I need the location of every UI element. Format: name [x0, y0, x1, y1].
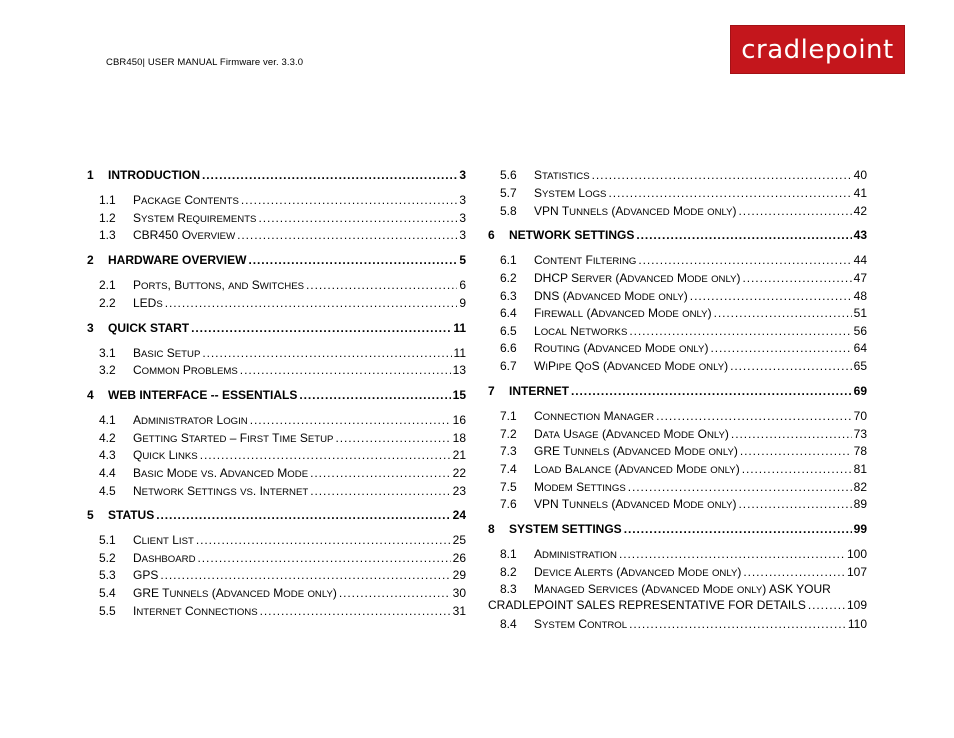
toc-leader-dots	[638, 253, 851, 267]
toc-leader-dots	[730, 359, 852, 373]
toc-entry[interactable]	[87, 604, 466, 618]
document-header: CBR450| USER MANUAL Firmware ver. 3.3.0	[106, 57, 304, 68]
toc-entry-title: MANAGED SERVICES (ADVANCED MODE ONLY) ASK YOUR	[534, 582, 831, 596]
toc-entry-number: 7.5	[500, 480, 517, 494]
toc-leader-dots	[571, 384, 852, 398]
toc-entry-title: DASHBOARD	[133, 551, 196, 565]
toc-entry-title: INTRODUCTION	[108, 168, 200, 182]
toc-entry-page: 56	[853, 324, 867, 338]
toc-entry-page: 13	[452, 363, 466, 377]
toc-entry[interactable]	[87, 413, 466, 427]
toc-entry-number: 5.7	[500, 186, 517, 200]
toc-entry-number: 5.4	[99, 586, 116, 600]
toc-leader-dots	[636, 228, 851, 242]
toc-entry-title: VPN TUNNELS (ADVANCED MODE ONLY)	[534, 204, 737, 218]
toc-entry[interactable]	[87, 586, 466, 600]
toc-entry-number: 3	[87, 321, 94, 335]
toc-entry-number: 6	[488, 228, 495, 242]
toc-entry-title: SYSTEM REQUIREMENTS	[133, 211, 257, 225]
toc-entry-number: 7.2	[500, 427, 517, 441]
toc-entry-page: 89	[853, 497, 867, 511]
toc-entry-page: 73	[853, 427, 867, 441]
toc-entry[interactable]	[87, 296, 466, 310]
toc-leader-dots	[628, 480, 852, 494]
toc-entry-title: DATA USAGE (ADVANCED MODE ONLY)	[534, 427, 729, 441]
toc-entry-number: 6.5	[500, 324, 517, 338]
toc-entry-number: 1	[87, 168, 94, 182]
toc-entry-page: 3	[459, 228, 466, 242]
toc-entry-number: 4.1	[99, 413, 116, 427]
toc-entry-page: 47	[853, 271, 867, 285]
toc-entry-title: INTERNET CONNECTIONS	[133, 604, 258, 618]
toc-entry-title: MODEM SETTINGS	[534, 480, 626, 494]
toc-entry[interactable]	[87, 533, 466, 547]
toc-entry-title: LOCAL NETWORKS	[534, 324, 628, 338]
toc-entry-title: NETWORK SETTINGS	[509, 228, 635, 242]
toc-entry-number: 7.4	[500, 462, 517, 476]
toc-entry[interactable]	[488, 168, 867, 182]
toc-entry-number: 1.1	[99, 193, 116, 207]
toc-entry-title: FIREWALL (ADVANCED MODE ONLY)	[534, 306, 712, 320]
toc-entry-page: 3	[459, 193, 466, 207]
toc-chapter-entry[interactable]	[87, 168, 466, 182]
toc-chapter-entry[interactable]	[87, 253, 466, 267]
toc-leader-dots	[619, 547, 845, 561]
toc-entry-number: 7	[488, 384, 495, 398]
toc-entry-page: 44	[853, 253, 867, 267]
toc-entry[interactable]	[488, 582, 867, 612]
toc-entry-title: BASIC SETUP	[133, 346, 201, 360]
toc-entry-title: GETTING STARTED – FIRST TIME SETUP	[133, 431, 334, 445]
toc-entry[interactable]	[488, 565, 867, 579]
toc-entry-number: 6.3	[500, 289, 517, 303]
toc-entry-page: 65	[853, 359, 867, 373]
toc-entry-title: STATISTICS	[534, 168, 590, 182]
toc-entry-title: GRE TUNNELS (ADVANCED MODE ONLY)	[534, 444, 738, 458]
toc-entry-page: 30	[452, 586, 466, 600]
toc-entry[interactable]	[87, 346, 466, 360]
toc-entry-page: 78	[853, 444, 867, 458]
toc-entry-title: CBR450 OVERVIEW	[133, 228, 236, 242]
toc-entry[interactable]	[87, 448, 466, 462]
toc-entry-title: QUICK LINKS	[133, 448, 198, 462]
toc-entry[interactable]	[87, 278, 466, 292]
toc-entry-title: LOAD BALANCE (ADVANCED MODE ONLY)	[534, 462, 740, 476]
toc-entry[interactable]	[488, 617, 867, 631]
toc-entry-page: 23	[452, 484, 466, 498]
toc-entry-title: LEDS	[133, 296, 163, 310]
toc-entry-page: 25	[452, 533, 466, 547]
toc-leader-dots	[335, 431, 450, 445]
toc-entry-page: 81	[853, 462, 867, 476]
toc-entry-number: 7.3	[500, 444, 517, 458]
toc-entry-title-continued: CRADLEPOINT SALES REPRESENTATIVE FOR DETAILS	[488, 598, 806, 612]
toc-entry-page: 3	[459, 211, 466, 225]
toc-entry[interactable]	[87, 431, 466, 445]
toc-entry-number: 6.2	[500, 271, 517, 285]
toc-leader-dots	[165, 296, 458, 310]
toc-entry-title: ADMINISTRATION	[534, 547, 617, 561]
toc-leader-dots	[202, 346, 451, 360]
toc-chapter-entry[interactable]	[488, 522, 867, 536]
toc-entry-number: 3.1	[99, 346, 116, 360]
toc-entry-number: 4	[87, 388, 94, 402]
toc-entry-page: 29	[452, 568, 466, 582]
toc-entry-title: SYSTEM CONTROL	[534, 617, 628, 631]
toc-entry-title: DEVICE ALERTS (ADVANCED MODE ONLY)	[534, 565, 742, 579]
toc-entry[interactable]	[87, 211, 466, 225]
toc-entry-title: GRE TUNNELS (ADVANCED MODE ONLY)	[133, 586, 337, 600]
toc-leader-dots	[260, 604, 451, 618]
toc-entry-page: 21	[452, 448, 466, 462]
toc-entry[interactable]	[488, 341, 867, 355]
toc-entry-page: 11	[453, 346, 466, 360]
toc-leader-dots	[739, 497, 852, 511]
toc-leader-dots	[656, 409, 852, 423]
toc-entry[interactable]	[488, 409, 867, 423]
toc-leader-dots	[299, 388, 450, 402]
toc-leader-dots	[743, 271, 852, 285]
toc-entry[interactable]	[488, 444, 867, 458]
toc-entry[interactable]	[488, 289, 867, 303]
toc-entry[interactable]	[87, 193, 466, 207]
toc-entry-page: 31	[452, 604, 466, 618]
toc-entry-number: 5.6	[500, 168, 517, 182]
toc-entry-number: 5	[87, 508, 94, 522]
toc-entry-number: 2.1	[99, 278, 116, 292]
toc-chapter-entry[interactable]	[87, 388, 466, 402]
toc-entry-page: 70	[853, 409, 867, 423]
toc-leader-dots	[339, 586, 451, 600]
toc-entry-title: SYSTEM LOGS	[534, 186, 607, 200]
toc-entry-page: 41	[853, 186, 867, 200]
toc-entry[interactable]	[488, 427, 867, 441]
toc-leader-dots	[237, 228, 457, 242]
toc-leader-dots	[743, 565, 845, 579]
toc-leader-dots	[740, 444, 852, 458]
toc-entry-number: 4.5	[99, 484, 116, 498]
toc-leader-dots	[592, 168, 852, 182]
toc-entry[interactable]	[87, 363, 466, 377]
toc-entry[interactable]	[488, 271, 867, 285]
toc-entry-number: 4.4	[99, 466, 116, 480]
toc-entry-number: 8	[488, 522, 495, 536]
toc-entry-number: 8.4	[500, 617, 517, 631]
toc-entry-title: CONNECTION MANAGER	[534, 409, 655, 423]
toc-entry-page: 15	[452, 388, 466, 402]
toc-leader-dots	[250, 413, 451, 427]
toc-entry[interactable]	[488, 462, 867, 476]
toc-entry[interactable]	[488, 359, 867, 373]
toc-leader-dots	[608, 186, 851, 200]
toc-entry-title: DHCP SERVER (ADVANCED MODE ONLY)	[534, 271, 741, 285]
toc-entry-number: 5.1	[99, 533, 116, 547]
toc-leader-dots	[714, 306, 852, 320]
toc-entry-number: 6.6	[500, 341, 517, 355]
toc-leader-dots	[248, 253, 457, 267]
toc-entry-page: 22	[452, 466, 466, 480]
toc-chapter-entry[interactable]	[488, 384, 867, 398]
toc-entry-number: 2.2	[99, 296, 116, 310]
toc-entry-page: 107	[846, 565, 867, 579]
toc-leader-dots	[241, 193, 457, 207]
cradlepoint-logo	[730, 25, 905, 74]
toc-leader-dots	[240, 363, 451, 377]
toc-entry-number: 7.1	[500, 409, 517, 423]
toc-entry-page: 18	[452, 431, 466, 445]
toc-entry-number: 8.1	[500, 547, 517, 561]
toc-entry-page: 26	[452, 551, 466, 565]
toc-leader-dots	[690, 289, 852, 303]
toc-leader-dots	[629, 324, 851, 338]
toc-leader-dots	[808, 598, 845, 612]
toc-entry-page: 6	[459, 278, 466, 292]
toc-entry-page: 64	[853, 341, 867, 355]
toc-entry-number: 6.4	[500, 306, 517, 320]
toc-entry[interactable]	[488, 497, 867, 511]
toc-entry[interactable]	[488, 253, 867, 267]
toc-leader-dots	[310, 484, 450, 498]
toc-entry-title: CLIENT LIST	[133, 533, 194, 547]
toc-leader-dots	[310, 466, 451, 480]
toc-chapter-entry[interactable]	[87, 508, 466, 522]
toc-entry[interactable]	[488, 324, 867, 338]
toc-entry-title: NETWORK SETTINGS VS. INTERNET	[133, 484, 309, 498]
toc-entry-page: 100	[846, 547, 867, 561]
toc-entry[interactable]	[488, 204, 867, 218]
toc-entry-title: PORTS, BUTTONS, AND SWITCHES	[133, 278, 305, 292]
toc-entry-number: 5.2	[99, 551, 116, 565]
toc-leader-dots	[198, 551, 451, 565]
toc-entry[interactable]	[488, 186, 867, 200]
toc-entry-number: 5.5	[99, 604, 116, 618]
toc-leader-dots	[629, 617, 846, 631]
toc-leader-dots	[624, 522, 852, 536]
toc-entry-number: 6.1	[500, 253, 517, 267]
toc-entry-page: 16	[452, 413, 466, 427]
toc-entry-page: 51	[853, 306, 867, 320]
toc-leader-dots	[731, 427, 852, 441]
toc-entry-page: 82	[853, 480, 867, 494]
toc-entry-page: 11	[453, 321, 466, 335]
toc-entry-title: PACKAGE CONTENTS	[133, 193, 239, 207]
toc-entry-number: 5.3	[99, 568, 116, 582]
toc-entry[interactable]	[488, 480, 867, 494]
toc-entry-number: 6.7	[500, 359, 517, 373]
toc-leader-dots	[200, 448, 451, 462]
toc-entry-title: HARDWARE OVERVIEW	[108, 253, 247, 267]
toc-chapter-entry[interactable]	[488, 228, 867, 242]
toc-entry-title: INTERNET	[509, 384, 569, 398]
toc-entry-page: 110	[847, 617, 867, 631]
toc-entry-title: VPN TUNNELS (ADVANCED MODE ONLY)	[534, 497, 737, 511]
toc-entry[interactable]	[87, 484, 466, 498]
toc-entry-number: 8.3	[500, 582, 517, 596]
toc-leader-dots	[306, 278, 457, 292]
toc-entry-title: QUICK START	[108, 321, 190, 335]
logo-text: cradlepoint	[741, 34, 894, 65]
toc-entry-page: 69	[853, 384, 867, 398]
toc-entry-number: 7.6	[500, 497, 517, 511]
toc-entry-page: 48	[853, 289, 867, 303]
toc-entry-title: WIPIPE QOS (ADVANCED MODE ONLY)	[534, 359, 729, 373]
toc-entry-page: 43	[853, 228, 867, 242]
toc-entry-title: STATUS	[108, 508, 155, 522]
toc-entry-title: WEB INTERFACE -- ESSENTIALS	[108, 388, 298, 402]
toc-leader-dots	[739, 204, 852, 218]
toc-leader-dots	[156, 508, 450, 522]
toc-entry-title: ADMINISTRATOR LOGIN	[133, 413, 248, 427]
toc-entry-number: 1.2	[99, 211, 116, 225]
toc-leader-dots	[742, 462, 852, 476]
toc-entry-page: 24	[452, 508, 466, 522]
toc-entry-number: 5.8	[500, 204, 517, 218]
toc-entry-page: 109	[846, 598, 867, 612]
toc-leader-dots	[160, 568, 450, 582]
toc-entry[interactable]	[87, 568, 466, 582]
toc-entry-number: 4.3	[99, 448, 116, 462]
toc-entry-page: 42	[853, 204, 867, 218]
toc-entry[interactable]	[488, 306, 867, 320]
toc-entry-title: DNS (ADVANCED MODE ONLY)	[534, 289, 688, 303]
toc-entry-number: 8.2	[500, 565, 517, 579]
toc-entry-number: 1.3	[99, 228, 116, 242]
toc-leader-dots	[710, 341, 851, 355]
toc-entry-title: ROUTING (ADVANCED MODE ONLY)	[534, 341, 709, 355]
toc-entry-title: SYSTEM SETTINGS	[509, 522, 622, 536]
toc-entry[interactable]	[87, 228, 466, 242]
toc-leader-dots	[202, 168, 457, 182]
toc-entry[interactable]	[87, 551, 466, 565]
toc-entry-page: 40	[853, 168, 867, 182]
toc-entry-number: 3.2	[99, 363, 116, 377]
toc-entry-title: COMMON PROBLEMS	[133, 363, 238, 377]
toc-entry-number: 4.2	[99, 431, 116, 445]
toc-leader-dots	[196, 533, 451, 547]
toc-entry[interactable]	[87, 466, 466, 480]
toc-entry-page: 3	[459, 168, 466, 182]
toc-entry-title: GPS	[133, 568, 159, 582]
toc-leader-dots	[191, 321, 451, 335]
toc-entry-title: BASIC MODE VS. ADVANCED MODE	[133, 466, 309, 480]
toc-entry-page: 9	[459, 296, 466, 310]
toc-entry-title: CONTENT FILTERING	[534, 253, 637, 267]
toc-entry[interactable]	[488, 547, 867, 561]
toc-entry-page: 99	[853, 522, 867, 536]
toc-entry-page: 5	[459, 253, 466, 267]
toc-entry-number: 2	[87, 253, 94, 267]
toc-chapter-entry[interactable]	[87, 321, 466, 335]
toc-leader-dots	[258, 211, 457, 225]
